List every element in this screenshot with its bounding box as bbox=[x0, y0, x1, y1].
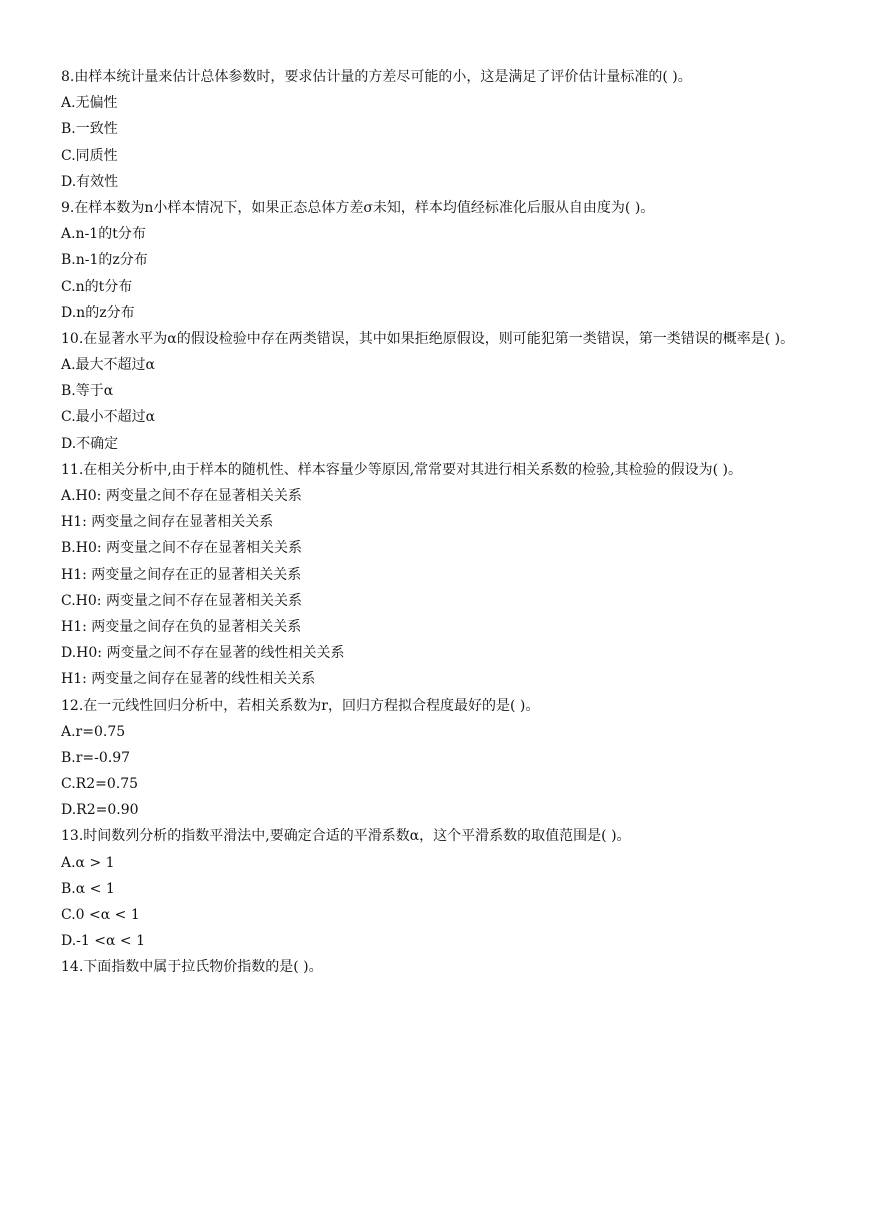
question-8-option-c: C.同质性 bbox=[61, 147, 118, 164]
question-11-option-b-h0: B.H0: 两变量之间不存在显著相关关系 bbox=[61, 540, 303, 557]
question-11-option-a-h1: H1: 两变量之间存在显著相关关系 bbox=[61, 514, 274, 531]
question-12-option-c: C.R2=0.75 bbox=[61, 776, 139, 793]
question-12-option-a: A.r=0.75 bbox=[61, 723, 126, 740]
question-11-option-c-h0: C.H0: 两变量之间不存在显著相关关系 bbox=[61, 592, 302, 609]
question-9-option-d: D.n的z分布 bbox=[61, 304, 135, 321]
question-14-text: 14.下面指数中属于拉氏物价指数的是( )。 bbox=[61, 959, 323, 976]
question-11-option-d-h0: D.H0: 两变量之间不存在显著的线性相关关系 bbox=[61, 645, 345, 662]
question-13-option-a: A.α > 1 bbox=[61, 854, 115, 871]
question-8-option-a: A.无偏性 bbox=[61, 95, 118, 112]
question-8-option-b: B.一致性 bbox=[61, 121, 118, 138]
question-11-option-c-h1: H1: 两变量之间存在负的显著相关关系 bbox=[61, 618, 302, 635]
question-10-block bbox=[61, 326, 821, 352]
document-body bbox=[61, 64, 821, 981]
question-10-option-c: C.最小不超过α bbox=[61, 409, 156, 426]
question-13-option-c: C.0 <α < 1 bbox=[61, 907, 140, 924]
question-11-option-a-h0: A.H0: 两变量之间不存在显著相关关系 bbox=[61, 488, 302, 505]
question-13-option-d: D.-1 <α < 1 bbox=[61, 933, 145, 950]
question-12-option-b: B.r=-0.97 bbox=[61, 749, 131, 766]
question-8-text: 8.由样本统计量来估计总体参数时，要求估计量的方差尽可能的小，这是满足了评价估计量标准的( )。 bbox=[61, 69, 692, 85]
question-12-text: 12.在一元线性回归分析中，若相关系数为r，回归方程拟合程度最好的是( )。 bbox=[61, 697, 540, 714]
question-10-option-a: A.最大不超过α bbox=[61, 357, 156, 374]
question-11-option-d-h1: H1: 两变量之间存在显著的线性相关关系 bbox=[61, 671, 316, 688]
question-9-option-b: B.n-1的z分布 bbox=[61, 252, 148, 269]
question-12-option-d: D.R2=0.90 bbox=[61, 802, 139, 819]
question-9-text: 9.在样本数为n小样本情况下，如果正态总体方差σ未知，样本均值经标准化后服从自由度为( )。 bbox=[61, 199, 655, 216]
question-9-option-a: A.n-1的t分布 bbox=[61, 226, 146, 243]
question-13-text: 13.时间数列分析的指数平滑法中,要确定合适的平滑系数α，这个平滑系数的取值范围是( )。 bbox=[61, 828, 631, 845]
question-8-option-d: D.有效性 bbox=[61, 173, 119, 190]
question-10-option-b: B.等于α bbox=[61, 383, 114, 400]
question-9-option-c: C.n的t分布 bbox=[61, 278, 133, 295]
question-11-option-b-h1: H1: 两变量之间存在正的显著相关关系 bbox=[61, 566, 302, 583]
question-10-text: 10.在显著水平为α的假设检验中存在两类错误，其中如果拒绝原假设，则可能犯第一类错误，第一类错误的概率是( )。 bbox=[61, 330, 795, 347]
question-10-option-d: D.不确定 bbox=[61, 435, 119, 452]
question-11-text: 11.在相关分析中,由于样本的随机性、样本容量少等原因,常常要对其进行相关系数的检验,其检验的假设为( )。 bbox=[61, 461, 742, 478]
question-13-option-b: B.α < 1 bbox=[61, 880, 115, 897]
